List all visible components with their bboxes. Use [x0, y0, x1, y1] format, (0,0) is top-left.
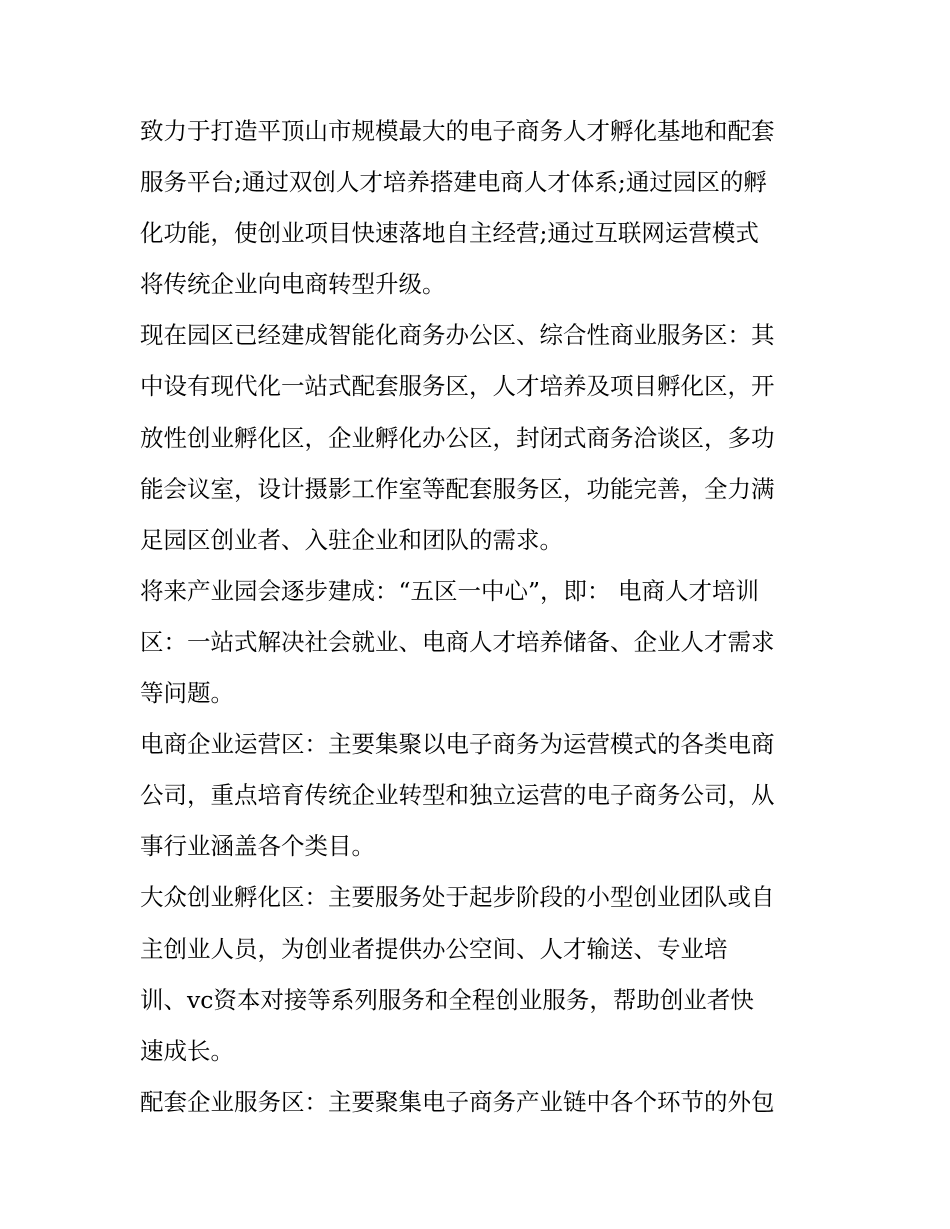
document-body [140, 106, 820, 1128]
text-line: 足园区创业者、入驻企业和团队的需求。 [140, 525, 563, 554]
text-line: 现在园区已经建成智能化商务办公区、综合性商业服务区：其 [140, 321, 775, 350]
text-line: 将传统企业向电商转型升级。 [140, 270, 446, 299]
text-line: 电商企业运营区：主要集聚以电子商务为运营模式的各类电商 [140, 730, 775, 759]
text-line: 放性创业孵化区，企业孵化办公区，封闭式商务洽谈区，多功 [140, 423, 775, 452]
text-line: 大众创业孵化区：主要服务处于起步阶段的小型创业团队或自 [140, 883, 775, 912]
text-line: 能会议室，设计摄影工作室等配套服务区，功能完善，全力满 [140, 474, 775, 503]
text-line: 速成长。 [140, 1036, 234, 1065]
text-line: 化功能，使创业项目快速落地自主经营;通过互联网运营模式 [140, 219, 759, 248]
text-line: 主创业人员，为创业者提供办公空间、人才输送、专业培 [140, 934, 728, 963]
text-line: 将来产业园会逐步建成：“五区一中心”，即： 电商人才培训 [140, 576, 759, 605]
text-line: 等问题。 [140, 679, 234, 708]
text-line: 训、vc资本对接等系列服务和全程创业服务，帮助创业者快 [140, 985, 754, 1014]
text-line: 致力于打造平顶山市规模最大的电子商务人才孵化基地和配套 [140, 117, 775, 145]
text-line: 公司，重点培育传统企业转型和独立运营的电子商务公司，从 [140, 781, 775, 810]
text-line: 事行业涵盖各个类目。 [140, 832, 375, 861]
text-line: 区：一站式解决社会就业、电商人才培养储备、企业人才需求 [140, 627, 775, 656]
text-line: 配套企业服务区：主要聚集电子商务产业链中各个环节的外包 [140, 1087, 775, 1116]
text-line: 服务平台;通过双创人才培养搭建电商人才体系;通过园区的孵 [140, 168, 767, 197]
text-line: 中设有现代化一站式配套服务区，人才培养及项目孵化区，开 [140, 372, 775, 401]
